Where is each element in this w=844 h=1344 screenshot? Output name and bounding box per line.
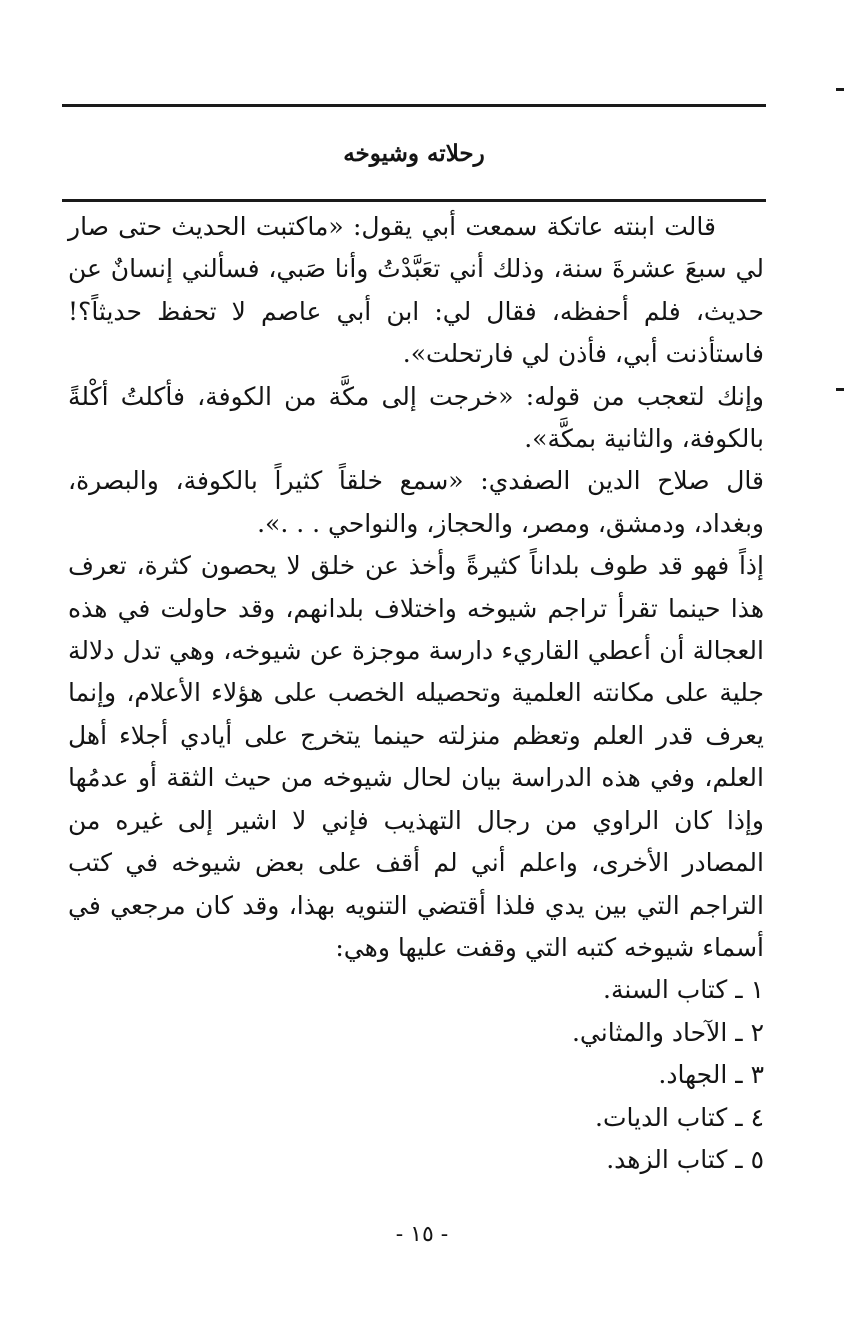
list-item-sunna: ١ ـ كتاب السنة.	[603, 975, 764, 1005]
paragraph-safadi-quote: قال صلاح الدين الصفدي: «سمع خلقاً كثيراً بالكوفة، والبصرة، وبغداد، ودمشق، ومصر، والحجاز، والنواحي . . .».	[68, 466, 764, 538]
header-top-rule	[62, 104, 766, 107]
list-item-diyat: ٤ ـ كتاب الديات.	[595, 1102, 764, 1132]
margin-mark	[836, 388, 844, 391]
body-text	[68, 206, 764, 1181]
running-header: رحلاته وشيوخه	[343, 140, 485, 167]
page-number: - ١٥ -	[395, 1222, 449, 1247]
margin-mark	[836, 88, 844, 91]
paragraph-atika-quote: قالت ابنته عاتكة سمعت أبي يقول: «ماكتبت الحديث حتى صار لي سبعَ عشرةَ سنة، وذلك أني تعَبَّدْتُ وأنا صَبي، فسألني إنسانٌ عن حديث، فلم أحفظه، فقال لي: ابن أبي عاصم لا تحفظ حديثاً؟! فاستأذنت أبي، فأذن لي فارتحلت».	[68, 212, 764, 369]
header-bottom-rule	[62, 199, 766, 202]
list-item-jihad: ٣ ـ الجهاد.	[658, 1060, 764, 1090]
paragraph-shuyukh-intro: إذاً فهو قد طوف بلداناً كثيرةً وأخذ عن خلق لا يحصون كثرة، تعرف هذا حينما تقرأ تراجم شيوخه واختلاف بلدانهم، وقد حاولت في هذه العجالة أن أعطي القاريء دارسة موجزة عن شيوخه، وهي تدل دلالة جلية على مكانته العلمية وتحصيله الخصب على هؤلاء الأعلام، وإنما يعرف قدر العلم وتعظم منزلته حينما يتخرج على أيادي أجلاء أهل العلم، وفي هذه الدراسة بيان لحال شيوخه من حيث الثقة أو عدمُها وإذا كان الراوي من رجال التهذيب فإني لا اشير إلى غيره من المصادر الأخرى، واعلم أني لم أقف على بعض شيوخه في كتب التراجم التي بين يدي فلذا أقتضي التنويه بهذا، وقد كان مرجعي في أسماء شيوخه كتبه التي وقفت عليها وهي:	[68, 551, 764, 962]
paragraph-travel-quote: وإنك لتعجب من قوله: «خرجت إلى مكَّة من الكوفة، فأكلتُ أكْلةً بالكوفة، والثانية بمكَّة».	[68, 381, 764, 454]
list-item-ahad: ٢ ـ الآحاد والمثاني.	[571, 1017, 764, 1047]
list-item-zuhd: ٥ ـ كتاب الزهد.	[606, 1144, 764, 1174]
